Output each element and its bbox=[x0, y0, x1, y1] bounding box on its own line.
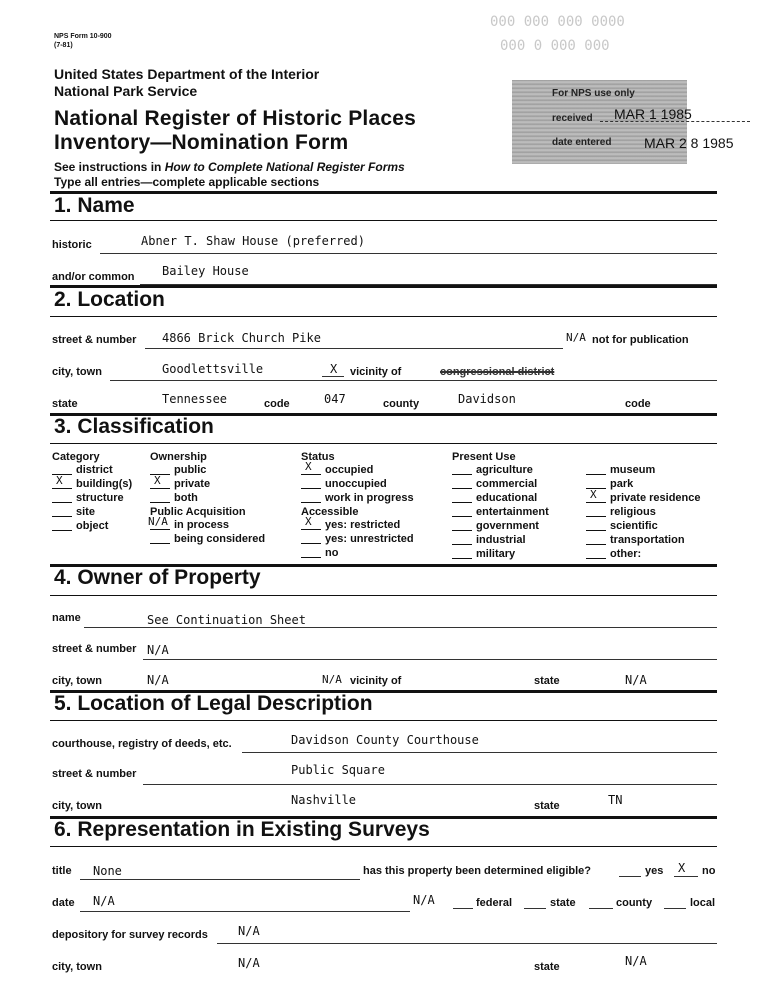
local-option-label: local bbox=[690, 897, 716, 909]
city-value: Goodlettsville bbox=[162, 362, 264, 376]
category-heading: Category bbox=[52, 451, 100, 463]
local-blank bbox=[664, 908, 686, 909]
section-1-rule-top bbox=[50, 191, 717, 194]
acquisition-label: being considered bbox=[174, 533, 266, 545]
owner-street-underline bbox=[143, 659, 717, 660]
acquisition-mark: N/A bbox=[148, 515, 168, 528]
category-label: object bbox=[76, 520, 109, 532]
state-option-label: state bbox=[550, 897, 576, 909]
legal-city-value: Nashville bbox=[291, 793, 357, 807]
status-mark: X bbox=[305, 460, 312, 473]
status-blank bbox=[301, 488, 321, 489]
category-blank bbox=[52, 502, 72, 503]
acquisition-label: in process bbox=[174, 519, 230, 531]
present-use-label: government bbox=[476, 520, 539, 532]
present-use-label: museum bbox=[610, 464, 656, 476]
survey-title-label: title bbox=[52, 865, 72, 877]
category-label: site bbox=[76, 506, 95, 518]
accessible-heading: Accessible bbox=[301, 506, 359, 518]
depository-value: N/A bbox=[238, 924, 260, 938]
legal-state-label: state bbox=[534, 800, 560, 812]
section-4-rule-bottom bbox=[50, 595, 717, 596]
state-option-blank bbox=[524, 908, 546, 909]
county-option-label: county bbox=[616, 897, 653, 909]
form-title-line-1: National Register of Historic Places bbox=[54, 107, 416, 130]
survey-city-value: N/A bbox=[238, 956, 260, 970]
present-use-label: entertainment bbox=[476, 506, 549, 518]
instructions-line bbox=[54, 160, 405, 174]
category-blank bbox=[52, 488, 72, 489]
survey-state-value: N/A bbox=[625, 954, 647, 968]
form-date: (7-81) bbox=[54, 42, 73, 49]
present-use-label: private residence bbox=[610, 492, 701, 504]
historic-underline bbox=[100, 253, 717, 254]
owner-vicinity-label: vicinity of bbox=[350, 675, 402, 687]
present-use-blank bbox=[452, 516, 472, 517]
status-heading: Status bbox=[301, 451, 335, 463]
present-use-blank bbox=[586, 544, 606, 545]
street-label: street & number bbox=[52, 334, 137, 346]
status-blank bbox=[301, 502, 321, 503]
state-label: state bbox=[52, 398, 78, 410]
not-for-publication-label: not for publication bbox=[592, 334, 689, 346]
owner-street-value: N/A bbox=[147, 643, 169, 657]
section-4-heading: 4. Owner of Property bbox=[54, 566, 261, 589]
present-use-blank bbox=[452, 488, 472, 489]
owner-street-label: street & number bbox=[52, 643, 137, 655]
section-5-heading: 5. Location of Legal Description bbox=[54, 692, 373, 715]
accessible-blank bbox=[301, 543, 321, 544]
present-use-mark: X bbox=[590, 488, 597, 501]
received-date: MAR 1 1985 bbox=[614, 106, 692, 122]
section-2-heading: 2. Location bbox=[54, 288, 165, 311]
ownership-heading: Ownership bbox=[150, 451, 207, 463]
survey-title-value: None bbox=[93, 864, 122, 878]
received-line bbox=[600, 121, 750, 123]
survey-title-underline bbox=[80, 879, 360, 880]
present-use-blank bbox=[586, 558, 606, 559]
survey-state-label: state bbox=[534, 961, 560, 973]
accessible-label: yes: unrestricted bbox=[325, 533, 414, 545]
section-2-rule-bottom bbox=[50, 316, 717, 317]
present-use-label: industrial bbox=[476, 534, 526, 546]
accessible-mark: X bbox=[305, 515, 312, 528]
present-use-label: agriculture bbox=[476, 464, 533, 476]
eligible-question: has this property been determined eligible? bbox=[363, 865, 591, 877]
owner-name-value: See Continuation Sheet bbox=[147, 613, 306, 627]
legal-state-value: TN bbox=[608, 793, 623, 807]
courthouse-underline bbox=[242, 752, 717, 753]
state-value: Tennessee bbox=[162, 392, 228, 406]
public-acquisition-heading: Public Acquisition bbox=[150, 506, 246, 518]
present-use-label: park bbox=[610, 478, 634, 490]
category-label: building(s) bbox=[76, 478, 133, 490]
survey-date-underline bbox=[80, 911, 410, 912]
city-label: city, town bbox=[52, 366, 102, 378]
courthouse-value: Davidson County Courthouse bbox=[291, 733, 479, 747]
accessible-label: no bbox=[325, 547, 339, 559]
historic-value: Abner T. Shaw House (preferred) bbox=[141, 234, 365, 248]
category-label: structure bbox=[76, 492, 124, 504]
acquisition-blank bbox=[150, 529, 170, 530]
survey-date-value: N/A bbox=[93, 894, 115, 908]
federal-label: federal bbox=[476, 897, 513, 909]
present-use-label: commercial bbox=[476, 478, 538, 490]
eligible-yes-blank bbox=[619, 876, 641, 877]
department-name: United States Department of the Interior bbox=[54, 66, 320, 82]
present-use-label: educational bbox=[476, 492, 538, 504]
faint-stamp-top: 000 000 000 0000 bbox=[490, 14, 625, 30]
street-value: 4866 Brick Church Pike bbox=[162, 331, 321, 345]
code-value: 047 bbox=[324, 392, 346, 406]
present-use-heading: Present Use bbox=[452, 451, 516, 463]
accessible-label: yes: restricted bbox=[325, 519, 401, 531]
section-1-rule-bottom bbox=[50, 220, 717, 221]
section-3-heading: 3. Classification bbox=[54, 415, 214, 438]
owner-city-label: city, town bbox=[52, 675, 102, 687]
section-6-heading: 6. Representation in Existing Surveys bbox=[54, 818, 430, 841]
category-blank bbox=[52, 516, 72, 517]
category-blank bbox=[52, 530, 72, 531]
ownership-label: private bbox=[174, 478, 211, 490]
type-entries-line: Type all entries—complete applicable sections bbox=[54, 175, 320, 189]
present-use-blank bbox=[452, 544, 472, 545]
common-label: and/or common bbox=[52, 271, 135, 283]
owner-vicinity-mark: N/A bbox=[322, 673, 342, 686]
category-label: district bbox=[76, 464, 113, 476]
legal-street-label: street & number bbox=[52, 768, 137, 780]
depository-label: depository for survey records bbox=[52, 929, 208, 941]
present-use-label: transportation bbox=[610, 534, 685, 546]
eligible-no-blank bbox=[674, 876, 698, 877]
owner-state-value: N/A bbox=[625, 673, 647, 687]
ownership-mark: X bbox=[154, 474, 161, 487]
accessible-blank bbox=[301, 557, 321, 558]
survey-city-label: city, town bbox=[52, 961, 102, 973]
accessible-blank bbox=[301, 529, 321, 530]
legal-street-value: Public Square bbox=[291, 763, 385, 777]
eligible-no-label: no bbox=[702, 865, 716, 877]
form-number: NPS Form 10-900 bbox=[54, 33, 112, 40]
present-use-blank bbox=[586, 474, 606, 475]
present-use-label: scientific bbox=[610, 520, 658, 532]
category-mark: X bbox=[56, 474, 63, 487]
survey-date-label: date bbox=[52, 897, 75, 909]
historic-label: historic bbox=[52, 239, 92, 251]
owner-name-label: name bbox=[52, 612, 81, 624]
ownership-label: public bbox=[174, 464, 207, 476]
common-value: Bailey House bbox=[162, 264, 249, 278]
courthouse-label: courthouse, registry of deeds, etc. bbox=[52, 738, 232, 750]
instructions-prefix: See instructions in bbox=[54, 160, 165, 174]
county-code-label: code bbox=[625, 398, 651, 410]
section-6-rule-bottom bbox=[50, 846, 717, 847]
survey-level-value: N/A bbox=[413, 893, 435, 907]
city-underline bbox=[110, 380, 717, 381]
present-use-blank bbox=[586, 516, 606, 517]
ownership-label: both bbox=[174, 492, 198, 504]
present-use-blank bbox=[452, 502, 472, 503]
vicinity-mark: X bbox=[330, 362, 338, 376]
date-entered-label: date entered bbox=[552, 137, 612, 148]
not-for-publication-mark: N/A bbox=[566, 331, 586, 344]
eligible-no-mark: X bbox=[678, 861, 686, 875]
present-use-blank bbox=[452, 474, 472, 475]
present-use-blank bbox=[586, 530, 606, 531]
owner-name-underline bbox=[84, 627, 717, 628]
county-label: county bbox=[383, 398, 420, 410]
status-label: occupied bbox=[325, 464, 374, 476]
form-title-line-2: Inventory—Nomination Form bbox=[54, 131, 349, 154]
nps-use-label: For NPS use only bbox=[552, 88, 635, 99]
received-label: received bbox=[552, 113, 593, 124]
depository-underline bbox=[217, 943, 717, 944]
present-use-blank bbox=[452, 530, 472, 531]
status-label: work in progress bbox=[325, 492, 414, 504]
acquisition-blank bbox=[150, 543, 170, 544]
present-use-label: other: bbox=[610, 548, 642, 560]
county-value: Davidson bbox=[458, 392, 516, 406]
date-entered-value: MAR 2 8 1985 bbox=[644, 135, 734, 151]
county-blank bbox=[589, 908, 613, 909]
owner-state-label: state bbox=[534, 675, 560, 687]
ownership-blank bbox=[150, 488, 170, 489]
street-underline bbox=[145, 348, 563, 349]
faint-stamp-bottom: 000 0 000 000 bbox=[500, 38, 610, 54]
section-3-rule-bottom bbox=[50, 443, 717, 444]
status-blank bbox=[301, 474, 321, 475]
legal-city-label: city, town bbox=[52, 800, 102, 812]
ownership-blank bbox=[150, 502, 170, 503]
section-1-heading: 1. Name bbox=[54, 194, 135, 217]
present-use-label: military bbox=[476, 548, 516, 560]
congressional-district-label: congressional district bbox=[440, 366, 555, 378]
section-5-rule-bottom bbox=[50, 720, 717, 721]
federal-blank bbox=[453, 908, 473, 909]
legal-street-underline bbox=[143, 784, 717, 785]
owner-city-value: N/A bbox=[147, 673, 169, 687]
present-use-blank bbox=[452, 558, 472, 559]
instructions-title: How to Complete National Register Forms bbox=[164, 160, 405, 174]
present-use-blank bbox=[586, 502, 606, 503]
present-use-label: religious bbox=[610, 506, 656, 518]
code-label: code bbox=[264, 398, 290, 410]
vicinity-label: vicinity of bbox=[350, 366, 402, 378]
vicinity-blank bbox=[322, 376, 344, 377]
eligible-yes-label: yes bbox=[645, 865, 664, 877]
service-name: National Park Service bbox=[54, 83, 198, 99]
status-label: unoccupied bbox=[325, 478, 387, 490]
